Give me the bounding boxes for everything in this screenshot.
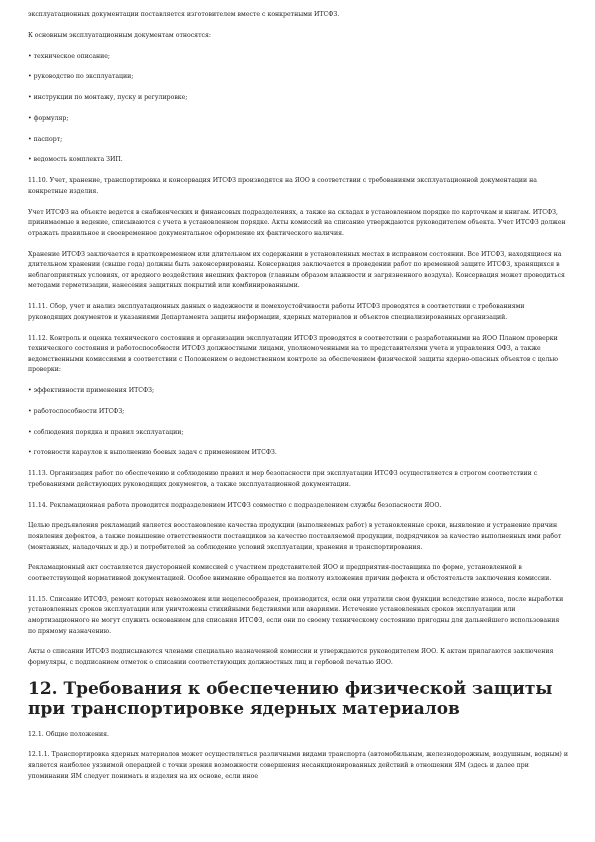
list-item-passport: • паспорт;: [28, 135, 63, 143]
paragraph-11-15: 11.15. Списание ИТСФЗ, ремонт которых невозможен или нецелесообразен, производится, если они утратили свои функции вследствие износа, после выработки установленных сроков эксплуатации или уничтожены стихийными бедствиями или авариями. Истечение установленных сроков эксплуатации или амортизационного не могут служить основанием для списания ИТСФЗ, если они по своему техническому состоянию пригодны для дальнейшего использования по прямому назначению.: [28, 595, 564, 635]
paragraph-11-12: 11.12. Контроль и оценка технического состояния и организации эксплуатации ИТСФЗ проводятся в соответствии с разработанными на ЯОО Планом проверки технического состояния и работоспособности ИТСФЗ должностными лицами, уполномоченными на то представителями учета и управления ОФЗ, а также ведомственными комиссиями в соответствии с Положением о ведомственном контроле за обеспечением физической защиты ядерно-опасных объектов с целью проверки:: [28, 334, 559, 374]
list-item-compliance: • соблюдения порядка и правил эксплуатации;: [28, 428, 184, 436]
section-heading: 12. Требования к обеспечению физической защиты при транспортировке ядерных материалов: [28, 679, 553, 720]
list-item-technical-description: • техническое описание;: [28, 52, 110, 60]
list-item-form: • формуляр;: [28, 114, 69, 122]
list-item-operation-manual: • руководство по эксплуатации;: [28, 73, 134, 81]
paragraph-storage: Хранение ИТСФЗ заключается в кратковременном или длительном их содержании в установленных местах в исправном состоянии. Все ИТСФЗ, находящиеся на длительном хранении (свыше года) должны быть законсервированы. Консервация заключается в проведении работ по временной защите ИТСФЗ, хранящихся в неблагоприятных условиях, от вредного воздействия внешних факторов (главным образом влажности и загрязненного воздуха). Консервация может проводиться методами герметизации, нанесения защитных покрытий или комбинированными.: [28, 250, 565, 290]
paragraph-12-1: 12.1. Общие положения.: [28, 730, 109, 738]
paragraph-write-off-acts: Акты о списании ИТСФЗ подписываются членами специально назначенной комиссии и утверждаются руководителем ЯОО. К актам прилагаются заключения формуляры, с подписанием отметок о списании соответствующих должностных лиц и гербовой печатью ЯОО.: [28, 648, 554, 666]
document-page: [28, 10, 568, 782]
list-item-installation-instructions: • инструкции по монтажу, пуску и регулировке;: [28, 94, 188, 102]
paragraph-11-14: 11.14. Рекламационная работа проводится подразделением ИТСФЗ совместно с подразделением службы безопасности ЯОО.: [28, 501, 442, 509]
paragraph-claims-purpose: Целью предъявления рекламаций является восстановление качества продукции (выполняемых работ) в установленные сроки, выявление и устранение причин появления дефектов, а также повышение ответственности поставщиков за качество поставляемой продукции, подрядчиков за качество выполненных ими работ (монтажных, наладочных и др.) и потребителей за соблюдение условий эксплуатации, хранения и транспортирования.: [28, 522, 562, 551]
paragraph-11-11: 11.11. Сбор, учет и анализ эксплуатационных данных о надежности и помехоустойчивости работы ИТСФЗ проводятся в соответствии с требованиями руководящих документов и указаниями Департамента защиты информации, ядерных материалов и объектов специализированных организаций.: [28, 303, 525, 321]
paragraph-accounting: Учет ИТСФЗ на объекте ведется в снабженческих и финансовых подразделениях, а также на складах в установленном порядке по карточкам и книгам. ИТСФЗ, принимаемые в ведение, списываются с учета в установленном порядке. Акты комиссий на списание утверждаются руководителем объекта. Учет ИТСФЗ должен отражать правильное и своевременное документальное оформление их фактического наличия.: [28, 208, 566, 237]
list-item-efficiency: • эффективности применения ИТСФЗ;: [28, 387, 155, 395]
paragraph-11-13: 11.13. Организация работ по обеспечению и соблюдению правил и мер безопасности при эксплуатации ИТСФЗ осуществляется в строгом соответствии с требованиями действующих руководящих документов, а также эксплуатационной документации.: [28, 470, 538, 488]
list-item-operability: • работоспособности ИТСФЗ;: [28, 407, 125, 415]
paragraph-claims-act: Рекламационный акт составляется двусторонней комиссией с участием представителей ЯОО и предприятия-поставщика по форме, установленной в соответствующей нормативной документацией. Особое внимание обращается на полноту изложения причин дефекта и обстоятельств заключения комиссии.: [28, 564, 552, 582]
paragraph-doc-list-intro: К основным эксплуатационным документам относятся:: [28, 31, 211, 39]
paragraph-continuation: эксплуатационных документации поставляется изготовителем вместе с конкретными ИТСФЗ.: [28, 11, 340, 18]
paragraph-11-10: 11.10. Учет, хранение, транспортировка и консервация ИТСФЗ производятся на ЯОО в соответствии с требованиями эксплуатационной документации на конкретные изделия.: [28, 177, 537, 195]
paragraph-12-1-1: 12.1.1. Транспортировка ядерных материалов может осуществляться различными видами транспорта (автомобильным, железнодорожным, воздушным, водным) и является наиболее уязвимой операцией с точки зрения возможности совершения несанкционированных действий в отношении ЯМ (здесь и далее при упоминании ЯМ следует понимать и изделия на их основе, если иное: [28, 751, 568, 780]
list-item-spare-parts-list: • ведомость комплекта ЗИП.: [28, 156, 123, 164]
list-item-readiness: • готовности караулов к выполнению боевых задач с применением ИТСФЗ.: [28, 449, 277, 457]
